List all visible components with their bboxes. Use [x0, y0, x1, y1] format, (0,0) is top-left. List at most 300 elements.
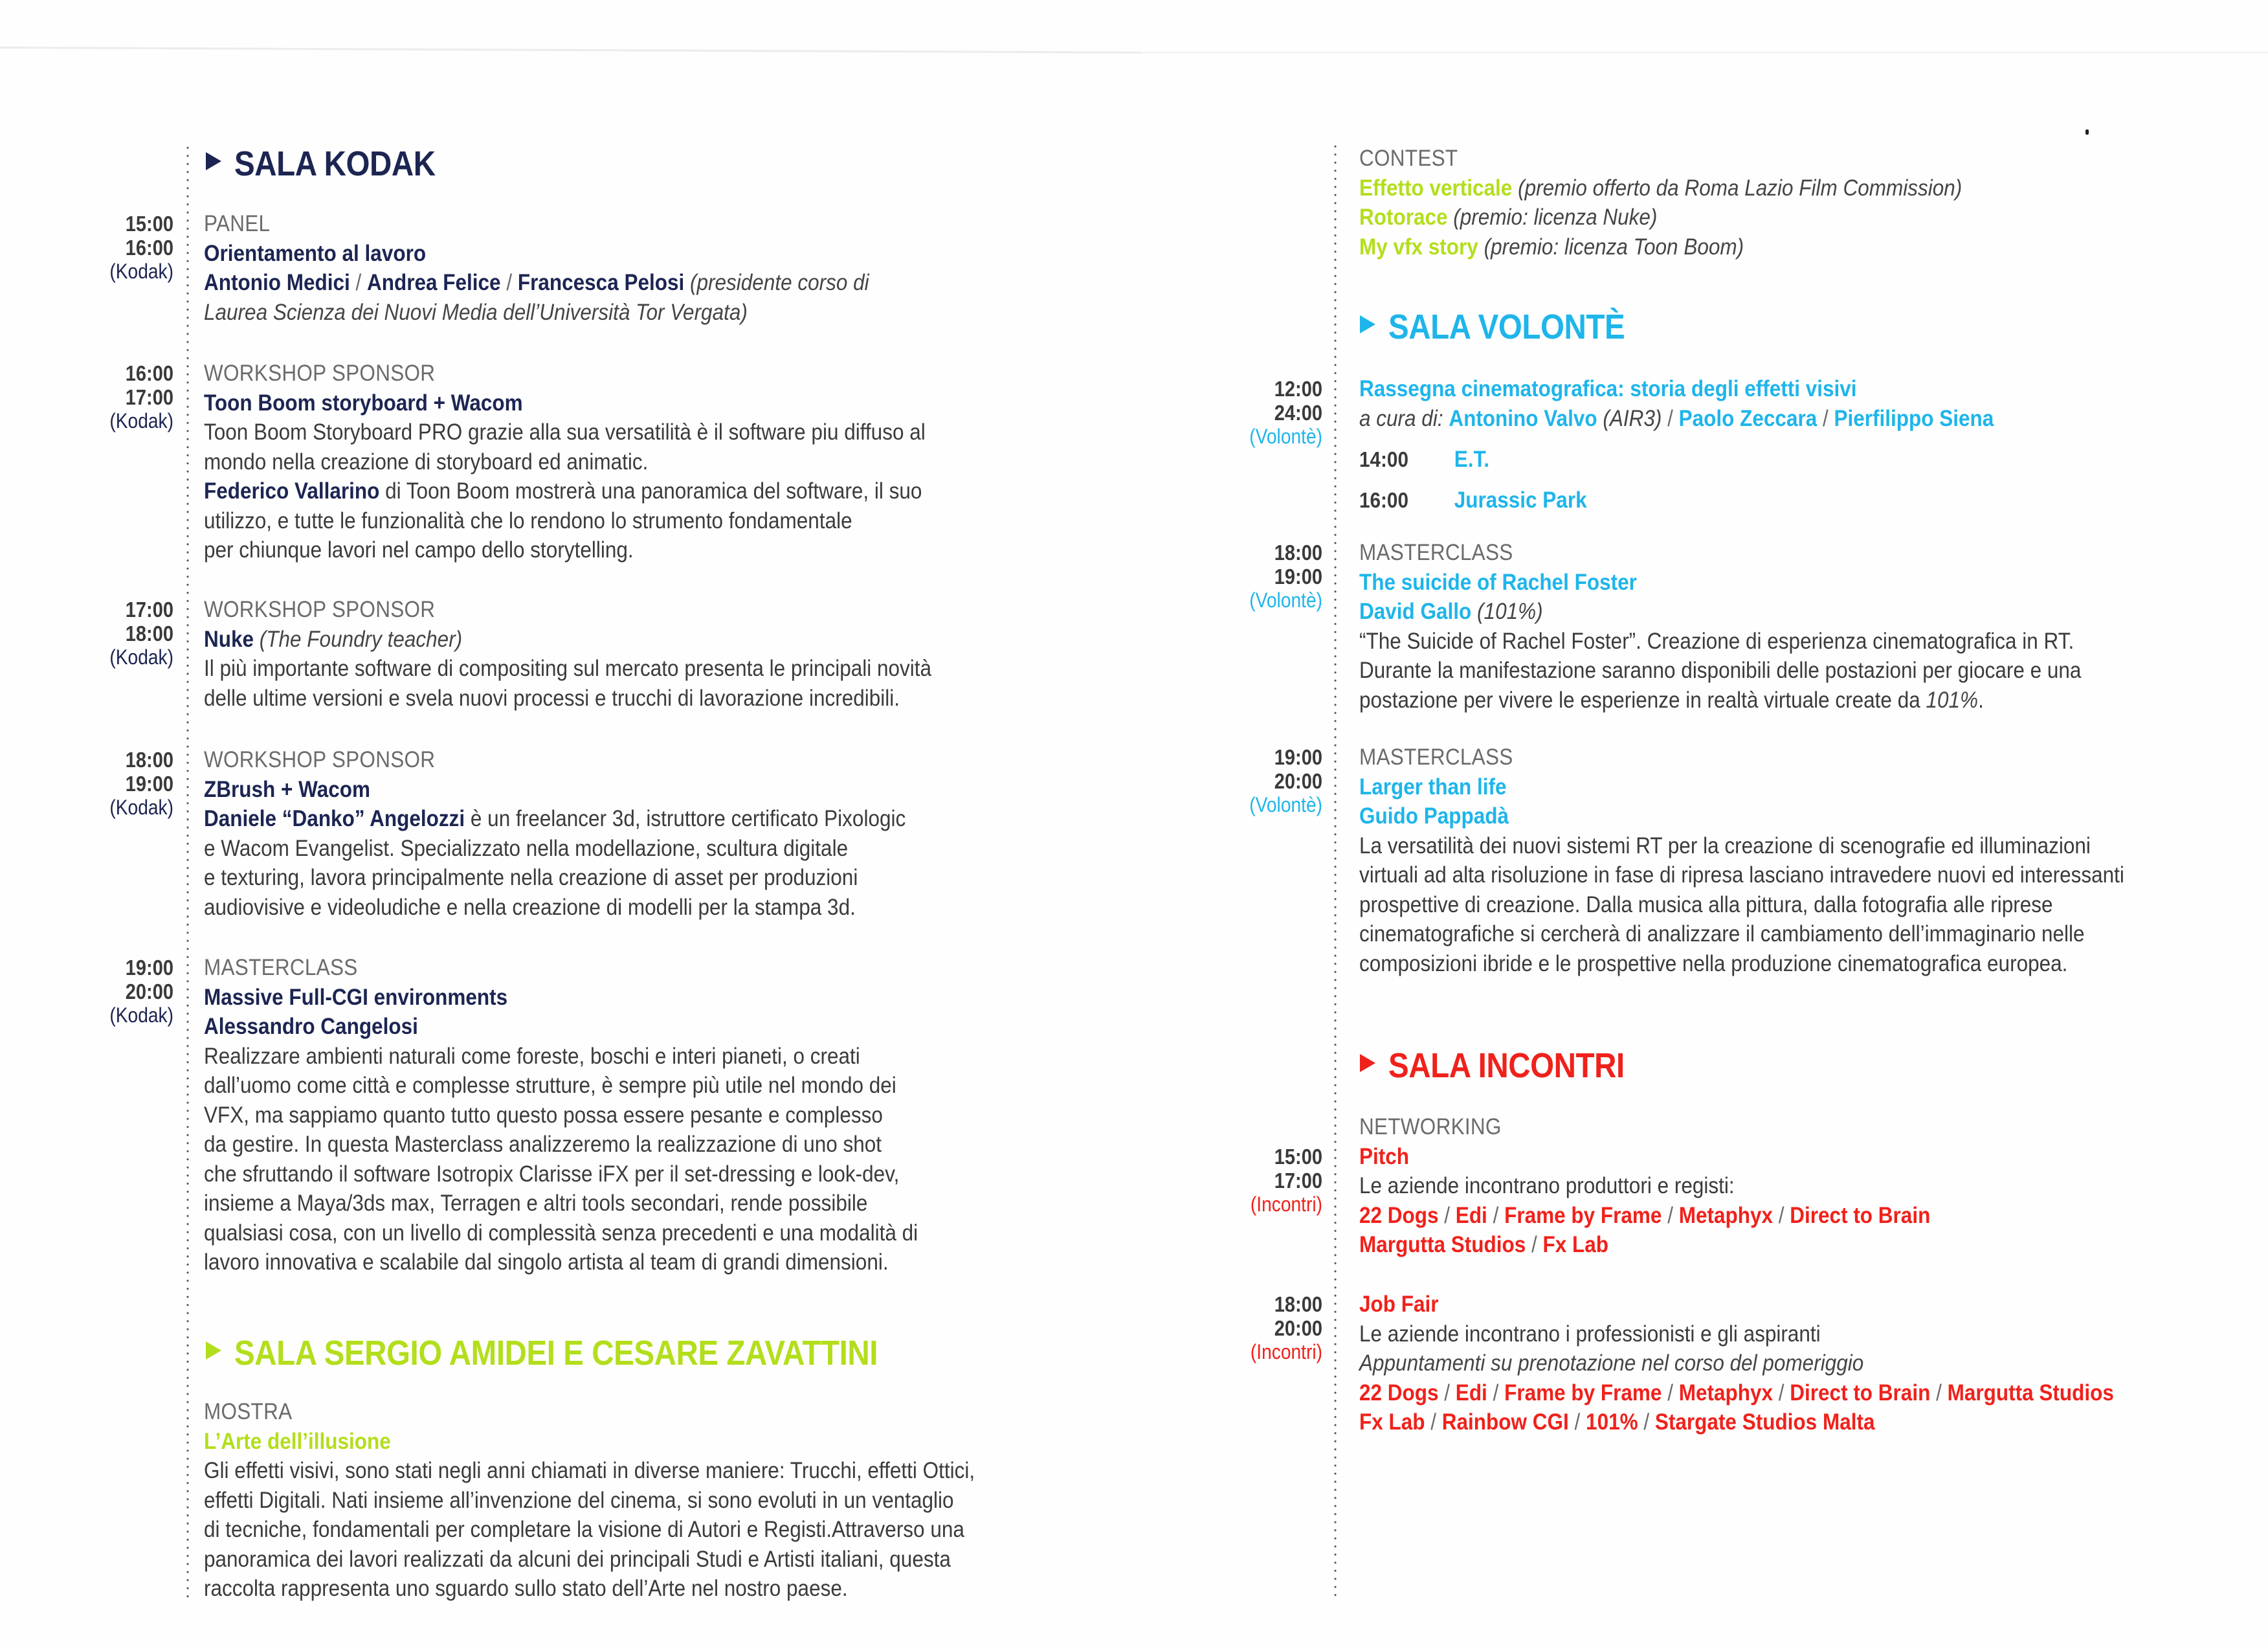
line-text	[204, 1012, 418, 1042]
event-description: di Toon Boom mostrerà una panoramica del software, il suo	[379, 478, 922, 504]
time-slot	[60, 748, 173, 820]
event-highlight: Direct to Brain	[1790, 1380, 1931, 1406]
line-text	[1359, 1112, 1502, 1142]
separator: /	[1425, 1409, 1442, 1435]
event-note: (AIR3)	[1597, 405, 1662, 431]
event-highlight: Orientamento al lavoro	[204, 240, 427, 266]
line-text	[1359, 203, 1657, 232]
line-text	[1359, 1142, 1409, 1172]
event-description: postazione per vivere le esperienze in realtà virtuale create da	[1359, 687, 1926, 713]
line-text	[204, 1218, 918, 1248]
line-text	[204, 268, 869, 298]
event-line	[204, 1071, 997, 1101]
event-description: virtuali ad alta risoluzione in fase di ripresa lasciano intravedere nuovi ed interessanti	[1359, 862, 2124, 888]
time-slot	[1208, 541, 1322, 612]
time-end: 19:00	[125, 772, 173, 796]
event-line	[204, 1248, 997, 1277]
separator: /	[1817, 405, 1834, 431]
event-line	[1359, 1349, 2197, 1378]
time-start: 19:00	[125, 956, 173, 980]
event-note: a cura di:	[1359, 405, 1449, 431]
line-text	[204, 775, 370, 805]
event-highlight: E.T.	[1454, 446, 1489, 472]
time-end: 18:00	[125, 622, 173, 645]
event-line	[204, 476, 1006, 506]
event-highlight: Guido Pappadà	[1359, 803, 1509, 829]
room-label: (Kodak)	[109, 1003, 173, 1027]
section-title: SALA SERGIO AMIDEI E CESARE ZAVATTINI	[234, 1334, 878, 1372]
event-description: effetti Digitali. Nati insieme all’invenzione del cinema, si sono evoluti in un ventaglio	[204, 1487, 954, 1513]
event-highlight: The suicide of Rachel Foster	[1359, 569, 1637, 595]
event-description: composizioni ibride e le prospettive nella produzione cinematografica europea.	[1359, 950, 2068, 976]
screening-time: 16:00	[1359, 487, 1408, 512]
event-type-label: MASTERCLASS	[204, 955, 358, 980]
event-highlight: Pitch	[1359, 1143, 1410, 1169]
event-block	[1249, 374, 2064, 515]
event-line	[204, 804, 984, 834]
event-type-label: NETWORKING	[1359, 1114, 1502, 1139]
line-text	[204, 298, 748, 328]
line-text	[1359, 919, 2085, 949]
event-note: (presidente corso di	[684, 270, 869, 295]
event-description: audiovisive e videoludiche e nella creazione di modelli per la stampa 3d.	[204, 894, 856, 920]
event-description: da gestire. In questa Masterclass analizzeremo la realizzazione di uno shot	[204, 1132, 882, 1157]
event-line	[1359, 1171, 1994, 1201]
event-note: Laurea Scienza dei Nuovi Media dell’Università Tor Vergata)	[204, 299, 748, 325]
event-type-label: MOSTRA	[204, 1399, 293, 1424]
event-line	[1359, 949, 2209, 979]
event-highlight: Direct to Brain	[1790, 1202, 1931, 1228]
room-label: (Volontè)	[1249, 793, 1322, 816]
line-text	[1359, 686, 1984, 715]
separator: /	[1662, 405, 1679, 431]
event-highlight: Jurassic Park	[1454, 487, 1587, 513]
line-text	[1359, 144, 1458, 174]
event-highlight: Fx Lab	[1359, 1409, 1425, 1435]
line-text	[204, 239, 426, 269]
scan-speck	[2085, 129, 2089, 135]
line-text	[204, 625, 462, 655]
event-type-label: MASTERCLASS	[1359, 540, 1513, 565]
time-slot	[1208, 1145, 1322, 1216]
line-text	[204, 1427, 391, 1457]
event-line	[1359, 203, 2029, 232]
section-title: SALA KODAK	[234, 144, 436, 183]
line-text	[1359, 174, 1962, 203]
event-note: (The Foundry teacher)	[254, 626, 463, 652]
separator: /	[1568, 1409, 1586, 1435]
line-text	[204, 1456, 975, 1486]
event-line	[204, 1101, 997, 1130]
event-line	[204, 983, 997, 1013]
event-line	[204, 1397, 1060, 1427]
event-line	[1359, 890, 2209, 920]
event-highlight: Edi	[1455, 1380, 1487, 1406]
event-line	[204, 893, 984, 923]
line-text	[204, 209, 270, 239]
line-text	[204, 1515, 964, 1545]
separator: /	[500, 270, 518, 295]
room-label: (Kodak)	[109, 409, 173, 432]
line-text	[1359, 1230, 1608, 1260]
event-highlight: Larger than life	[1359, 774, 1507, 800]
event-highlight: Nuke	[204, 626, 254, 652]
time-end: 16:00	[125, 236, 173, 260]
line-text	[1359, 1349, 1863, 1378]
event-highlight: Job Fair	[1359, 1292, 1439, 1317]
event-description: Gli effetti visivi, sono stati negli anni chiamati in diverse maniere: Trucchi, effetti Ottici,	[204, 1458, 975, 1483]
event-line	[1359, 1230, 1994, 1260]
event-highlight: Alessandro Cangelosi	[204, 1014, 418, 1039]
room-label: (Kodak)	[109, 796, 173, 819]
event-highlight: Frame by Frame	[1504, 1380, 1662, 1406]
line-text	[204, 1486, 954, 1516]
line-text	[1359, 1201, 1930, 1231]
event-line	[204, 1515, 1060, 1545]
event-highlight: Daniele “Danko” Angelozzi	[204, 806, 465, 831]
event-highlight: Massive Full-CGI environments	[204, 984, 508, 1010]
line-text	[204, 418, 926, 447]
event-block	[1250, 1290, 2197, 1437]
event-highlight: 22 Dogs	[1359, 1202, 1439, 1228]
event-description: delle ultime versioni e svela nuovi processi e trucchi di lavorazione incredibili.	[204, 685, 900, 711]
event-description: VFX, ma sappiamo quanto tutto questo possa essere pesante e complesso	[204, 1102, 883, 1128]
time-end: 19:00	[1274, 565, 1322, 588]
event-line	[1359, 1378, 2197, 1408]
event-description: utilizzo, e tutte le funzionalità che lo rendono lo strumento fondamentale	[204, 508, 852, 533]
event-description: insieme a Maya/3ds max, Terragen e altri tools secondari, rende possibile	[204, 1191, 868, 1216]
event-line	[204, 418, 1006, 447]
line-text	[1359, 1171, 1735, 1201]
line-text	[204, 447, 648, 477]
event-description: dall’uomo come città e complesse strutture, è sempre più utile nel mondo dei	[204, 1073, 896, 1098]
event-description: mondo nella creazione di storyboard ed animatic.	[204, 449, 649, 475]
event-line	[204, 268, 943, 298]
time-start: 15:00	[125, 212, 173, 236]
separator: /	[1526, 1232, 1543, 1257]
scan-edge	[1142, 52, 2268, 53]
line-text	[204, 893, 856, 923]
event-type-label: PANEL	[204, 211, 271, 236]
event-description: Realizzare ambienti naturali come foreste, boschi e interi pianeti, o creati	[204, 1043, 860, 1069]
event-highlight: Rotorace	[1359, 205, 1448, 230]
event-highlight: Federico Vallarino	[204, 478, 380, 504]
time-slot	[60, 212, 173, 284]
right-dotted-divider	[1334, 142, 1337, 1600]
separator: /	[1487, 1202, 1505, 1228]
line-text	[1359, 949, 2067, 979]
event-line	[1359, 1201, 1994, 1231]
event-highlight: Rassegna cinematografica: storia degli effetti visivi	[1359, 376, 1857, 401]
separator: /	[1930, 1380, 1948, 1406]
line-text	[204, 1545, 951, 1574]
section-title: SALA VOLONTÈ	[1388, 308, 1625, 346]
event-note: (premio: licenza Nuke)	[1447, 205, 1658, 230]
time-start: 12:00	[1274, 377, 1322, 401]
event-highlight: David Gallo	[1359, 599, 1472, 624]
event-block	[109, 595, 1012, 713]
event-type-label: MASTERCLASS	[1359, 745, 1513, 770]
event-line	[204, 684, 1012, 713]
screening-time: 14:00	[1359, 447, 1408, 471]
event-block	[1250, 1112, 1994, 1260]
event-description: Durante la manifestazione saranno disponibili delle postazioni per giocare e una	[1359, 658, 2082, 683]
event-description: “The Suicide of Rachel Foster”. Creazione di esperienza cinematografica in RT.	[1359, 628, 2074, 654]
triangle-bullet-icon	[206, 152, 221, 170]
line-text	[204, 684, 900, 713]
event-highlight: Paolo Zeccara	[1678, 405, 1818, 431]
event-line	[1359, 656, 2161, 686]
event-line	[1359, 801, 2209, 831]
line-text	[204, 804, 906, 834]
line-text	[1359, 801, 1509, 831]
event-highlight: Antonio Medici	[204, 270, 350, 295]
line-text	[1359, 831, 2091, 861]
event-line	[204, 1189, 997, 1218]
line-text	[1359, 232, 1744, 262]
screening-line	[1359, 486, 2064, 515]
event-description: Le aziende incontrano produttori e registi:	[1359, 1173, 1735, 1198]
time-start: 15:00	[1274, 1144, 1322, 1169]
line-text	[1359, 860, 2124, 890]
room-label: (Volontè)	[1249, 425, 1322, 448]
event-line	[204, 447, 1006, 477]
event-line	[204, 1427, 1060, 1457]
event-line	[204, 1574, 1060, 1604]
event-line	[204, 239, 943, 269]
event-line	[204, 625, 1012, 655]
time-start: 18:00	[1274, 1292, 1322, 1316]
event-highlight: 22 Dogs	[1359, 1380, 1439, 1406]
separator: /	[1438, 1202, 1456, 1228]
event-block	[1249, 538, 2161, 715]
time-start: 18:00	[125, 748, 173, 772]
event-line	[1359, 568, 2161, 598]
event-highlight: My vfx story	[1359, 234, 1478, 260]
event-line	[204, 775, 984, 805]
event-description: Toon Boom Storyboard PRO grazie alla sua versatilità è il software piu diffuso al	[204, 420, 926, 445]
section-heading-sala-volonte	[1360, 308, 1657, 346]
line-text	[204, 359, 435, 388]
line-text	[1359, 743, 1513, 772]
section-heading-sala-incontri	[1360, 1046, 1656, 1085]
event-highlight: L’Arte dell’illusione	[204, 1428, 391, 1454]
event-line	[204, 1012, 997, 1042]
event-line	[204, 1456, 1060, 1486]
event-highlight: Fx Lab	[1542, 1232, 1609, 1257]
event-line	[1359, 1112, 1994, 1142]
line-text	[204, 1160, 899, 1189]
event-description: che sfruttando il software Isotropix Clarisse iFX per il set-dressing e look-dev,	[204, 1161, 900, 1187]
line-text	[204, 983, 507, 1013]
event-line	[204, 654, 1012, 684]
time-slot	[60, 956, 173, 1027]
line-text	[1359, 772, 1507, 802]
separator: /	[1662, 1380, 1679, 1406]
time-start: 17:00	[125, 598, 173, 622]
screening-line	[1359, 445, 2064, 475]
scan-edge	[0, 47, 1142, 54]
time-slot	[1208, 377, 1322, 449]
line-text	[1359, 374, 1857, 404]
line-text	[204, 1130, 882, 1160]
line-text	[204, 535, 634, 565]
event-line	[1359, 919, 2209, 949]
line-text	[1359, 597, 1543, 627]
triangle-bullet-icon	[1360, 1054, 1375, 1072]
event-note: 101%	[1926, 687, 1979, 713]
event-line	[204, 1545, 1060, 1574]
event-line	[204, 1130, 997, 1160]
event-description: prospettive di creazione. Dalla musica alla pittura, dalla fotografia alle riprese	[1359, 891, 2053, 917]
room-label: (Kodak)	[109, 260, 173, 283]
line-text	[1359, 568, 1637, 598]
time-end: 17:00	[1274, 1168, 1322, 1193]
time-start: 19:00	[1274, 745, 1322, 769]
line-text	[204, 476, 922, 506]
line-text	[204, 654, 931, 684]
event-line	[1359, 772, 2209, 802]
event-highlight: ZBrush + Wacom	[204, 776, 371, 802]
event-line	[204, 1486, 1060, 1516]
separator: /	[1638, 1409, 1655, 1435]
event-line	[1359, 404, 2064, 434]
event-highlight: Pierfilippo Siena	[1834, 405, 1994, 431]
time-end: 17:00	[125, 385, 173, 409]
event-line	[204, 506, 1006, 536]
event-line	[204, 834, 984, 864]
line-text	[204, 953, 358, 983]
time-end: 24:00	[1274, 401, 1322, 425]
event-type-label: WORKSHOP SPONSOR	[204, 597, 436, 622]
event-block	[1359, 144, 2029, 262]
triangle-bullet-icon	[206, 1341, 221, 1360]
event-line	[1359, 860, 2209, 890]
event-highlight: Margutta Studios	[1947, 1380, 2114, 1406]
line-text	[1359, 890, 2053, 920]
event-highlight: Toon Boom storyboard + Wacom	[204, 390, 523, 416]
line-text	[1359, 1290, 1439, 1319]
event-block	[204, 1397, 1060, 1604]
room-label: (Kodak)	[109, 645, 173, 669]
line-text	[1359, 1378, 2114, 1408]
line-text	[204, 863, 858, 893]
event-description: panoramica dei lavori realizzati da alcuni dei principali Studi e Artisti italiani, questa	[204, 1546, 951, 1572]
event-line	[204, 388, 1006, 418]
event-description: Il più importante software di compositing sul mercato presenta le principali novità	[204, 656, 932, 681]
triangle-bullet-icon	[1360, 315, 1375, 333]
line-text	[1359, 656, 2081, 686]
event-highlight: Metaphyx	[1678, 1202, 1773, 1228]
event-line	[1359, 1319, 2197, 1349]
event-highlight: Edi	[1455, 1202, 1487, 1228]
event-highlight: Metaphyx	[1678, 1380, 1773, 1406]
event-line	[1359, 1407, 2197, 1437]
event-type-label: CONTEST	[1359, 146, 1458, 171]
line-text	[204, 834, 848, 864]
time-end: 20:00	[1274, 1316, 1322, 1340]
event-type-label: WORKSHOP SPONSOR	[204, 747, 436, 772]
event-block	[1249, 743, 2209, 978]
event-block	[109, 953, 997, 1277]
line-text	[1359, 1319, 1821, 1349]
event-description: lavoro innovativa e scalabile dal singolo artista al team di grandi dimensioni.	[204, 1249, 889, 1275]
line-text	[204, 506, 852, 536]
section-heading-sala-kodak	[206, 144, 463, 183]
line-text	[1359, 445, 1489, 475]
event-note: (premio: licenza Toon Boom)	[1478, 234, 1744, 260]
event-block	[109, 745, 984, 922]
event-highlight: Francesca Pelosi	[517, 270, 685, 295]
time-end: 20:00	[1274, 769, 1322, 793]
event-highlight: Andrea Felice	[367, 270, 501, 295]
event-highlight: Frame by Frame	[1504, 1202, 1662, 1228]
time-start: 18:00	[1274, 541, 1322, 565]
time-slot	[60, 361, 173, 433]
event-highlight: Stargate Studios Malta	[1654, 1409, 1875, 1435]
line-text	[1359, 486, 1587, 515]
event-description: raccolta rappresenta uno sguardo sullo stato dell’Arte nel nostro paese.	[204, 1576, 848, 1601]
separator: /	[1773, 1380, 1790, 1406]
event-block	[109, 209, 943, 327]
event-description: per chiunque lavori nel campo dello storytelling.	[204, 537, 634, 563]
event-line	[1359, 686, 2161, 715]
event-description: è un freelancer 3d, istruttore certificato Pixologic	[465, 806, 906, 831]
line-text	[1359, 627, 2074, 656]
line-text	[204, 1101, 883, 1130]
event-description: qualsiasi cosa, con un livello di complessità senza precedenti e una modalità di	[204, 1220, 918, 1246]
event-highlight: Rainbow CGI	[1441, 1409, 1569, 1435]
event-highlight: Antonino Valvo	[1449, 405, 1597, 431]
event-line	[1359, 144, 2029, 174]
line-text	[1359, 404, 1994, 434]
time-slot	[1208, 745, 1322, 817]
line-text	[1359, 1407, 1874, 1437]
event-line	[204, 1042, 997, 1071]
event-type-label: WORKSHOP SPONSOR	[204, 361, 436, 386]
event-line	[204, 1218, 997, 1248]
event-line	[1359, 627, 2161, 656]
separator: /	[350, 270, 367, 295]
event-line	[204, 1160, 997, 1189]
room-label: (Volontè)	[1249, 588, 1322, 612]
event-line	[204, 535, 1006, 565]
event-line	[1359, 232, 2029, 262]
event-block	[109, 359, 1006, 565]
event-note: Appuntamenti su prenotazione nel corso del pomeriggio	[1359, 1350, 1864, 1376]
event-highlight: Margutta Studios	[1359, 1232, 1526, 1257]
left-dotted-divider	[186, 144, 189, 1599]
event-description: cinematografiche si cercherà di analizzare il cambiamento dell’immaginario nelle	[1359, 921, 2085, 947]
event-note: (premio offerto da Roma Lazio Film Commission)	[1512, 175, 1962, 201]
event-line	[204, 298, 943, 328]
line-text	[204, 1397, 292, 1427]
event-highlight: 101%	[1586, 1409, 1638, 1435]
separator: /	[1773, 1202, 1790, 1228]
section-title: SALA INCONTRI	[1388, 1046, 1625, 1085]
event-description: e texturing, lavora principalmente nella creazione di asset per produzioni	[204, 865, 858, 890]
event-description: .	[1978, 687, 1984, 713]
line-text	[204, 1248, 889, 1277]
room-label: (Incontri)	[1250, 1340, 1322, 1363]
line-text	[204, 745, 435, 775]
event-line	[204, 863, 984, 893]
time-slot	[1208, 1292, 1322, 1364]
time-start: 16:00	[125, 361, 173, 385]
separator: /	[1662, 1202, 1679, 1228]
event-note: (101%)	[1471, 599, 1543, 624]
line-text	[204, 1574, 848, 1604]
